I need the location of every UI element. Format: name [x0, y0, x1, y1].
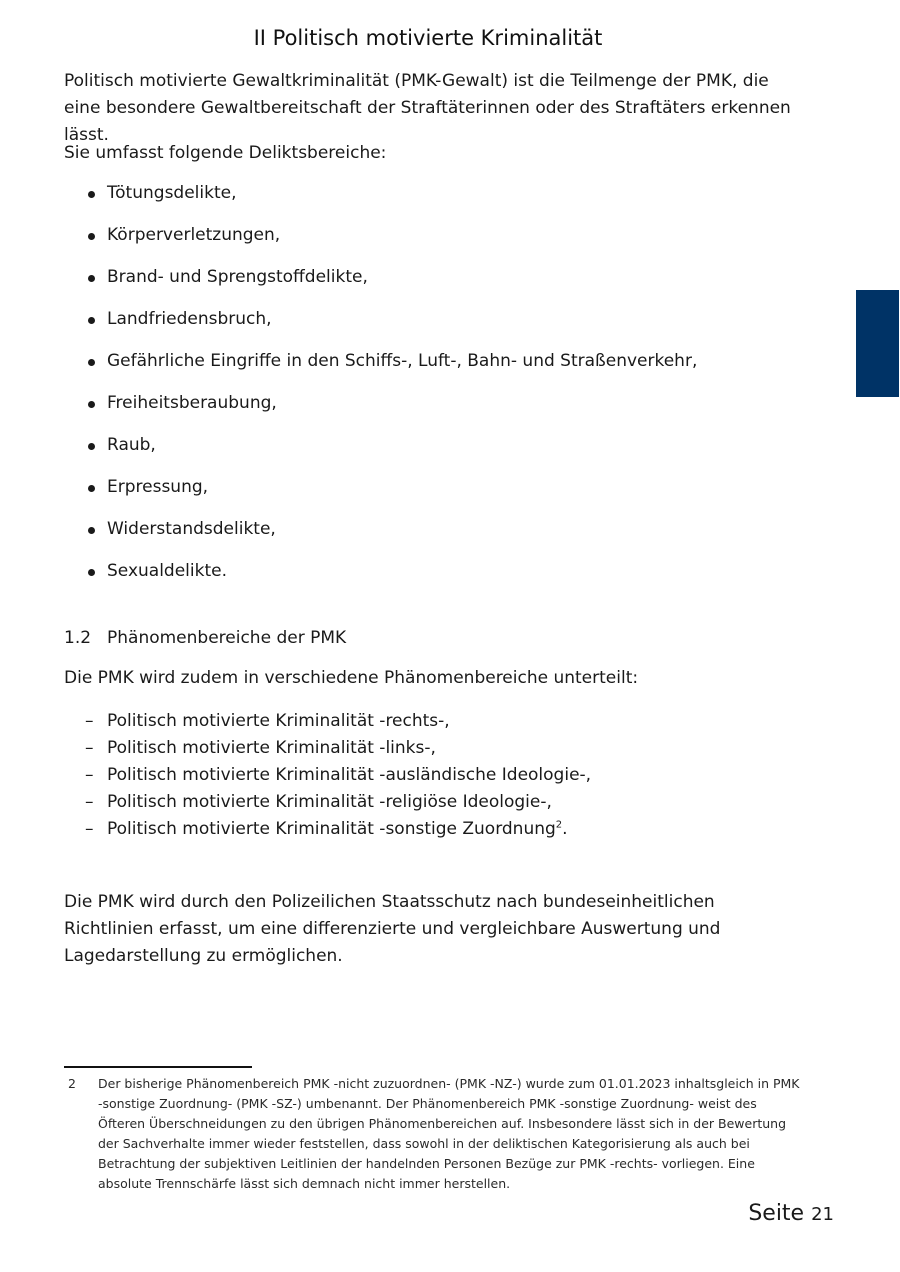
list-item: Freiheitsberaubung, — [64, 390, 697, 432]
list-item: Brand- und Sprengstoffdelikte, — [64, 264, 697, 306]
list-item: – Politisch motivierte Kriminalität -rechts-, — [64, 708, 591, 735]
list-item-text: Politisch motivierte Kriminalität -sonstige Zuordnung — [107, 819, 556, 839]
list-item: Sexualdelikte. — [64, 558, 697, 600]
list-item: Körperverletzungen, — [64, 222, 697, 264]
list-item-suffix: . — [562, 819, 568, 839]
section-lead: Die PMK wird zudem in verschiedene Phänomenbereiche unterteilt: — [64, 668, 639, 688]
list-item: Raub, — [64, 432, 697, 474]
list-item: – Politisch motivierte Kriminalität -links-, — [64, 735, 591, 762]
chapter-side-tab — [856, 290, 899, 397]
list-item: Tötungsdelikte, — [64, 180, 697, 222]
page-title: II Politisch motivierte Kriminalität — [253, 26, 603, 50]
page-number — [748, 1200, 834, 1229]
scope-lead: Sie umfasst folgende Deliktsbereiche: — [64, 143, 387, 163]
list-item: – Politisch motivierte Kriminalität -ausländische Ideologie-, — [64, 762, 591, 789]
list-item: Landfriedensbruch, — [64, 306, 697, 348]
list-item: Erpressung, — [64, 474, 697, 516]
phenomenon-list — [64, 708, 591, 843]
list-item: Gefährliche Eingriffe in den Schiffs-, Luft-, Bahn- und Straßenverkehr, — [64, 348, 697, 390]
intro-paragraph: Politisch motivierte Gewaltkriminalität (PMK-Gewalt) ist die Teilmenge der PMK, die eine besondere Gewaltbereitschaft der Straftäterinnen oder des Straftäters erkennen lässt. — [64, 71, 791, 145]
offense-list — [64, 180, 697, 600]
section-number: 1.2 — [64, 628, 92, 648]
footnote-text: Der bisherige Phänomenbereich PMK -nicht zuzuordnen- (PMK -NZ-) wurde zum 01.01.2023 inhaltsgleich in PMK -sonstige Zuordnung- (PMK -SZ-) umbenannt. Der Phänomenbereich PMK -sonstige Zuordnung- weist des Öfteren Überschneidungen zu den übrigen Phänomenbereichen auf. Insbesondere lässt sich in der Bewertung der Sachverhalte immer wieder feststellen, dass sowohl in der deliktischen Kategorisierung als auch bei Betrachtung der subjektiven Leitlinien der handelnden Personen Bezüge zur PMK -rechts- vorliegen. Eine absolute Trennschärfe lässt sich demnach nicht immer herstellen. — [98, 1076, 800, 1191]
footnote-divider — [64, 1066, 252, 1068]
section-heading — [64, 625, 346, 652]
list-item: Widerstandsdelikte, — [64, 516, 697, 558]
list-item: – Politisch motivierte Kriminalität -religiöse Ideologie-, — [64, 789, 591, 816]
section-title: Phänomenbereiche der PMK — [107, 628, 347, 648]
footnote-number: 2 — [68, 1076, 76, 1091]
page-number-value: 21 — [811, 1204, 834, 1225]
page-label: Seite — [748, 1201, 805, 1226]
list-item — [64, 816, 591, 843]
footnote — [64, 1074, 804, 1194]
footnote-reference[interactable]: 2 — [555, 819, 563, 831]
closing-paragraph: Die PMK wird durch den Polizeilichen Staatsschutz nach bundeseinheitlichen Richtlinien erfasst, um eine differenzierte und vergleichbare Auswertung und Lagedarstellung zu ermöglichen. — [64, 892, 721, 966]
